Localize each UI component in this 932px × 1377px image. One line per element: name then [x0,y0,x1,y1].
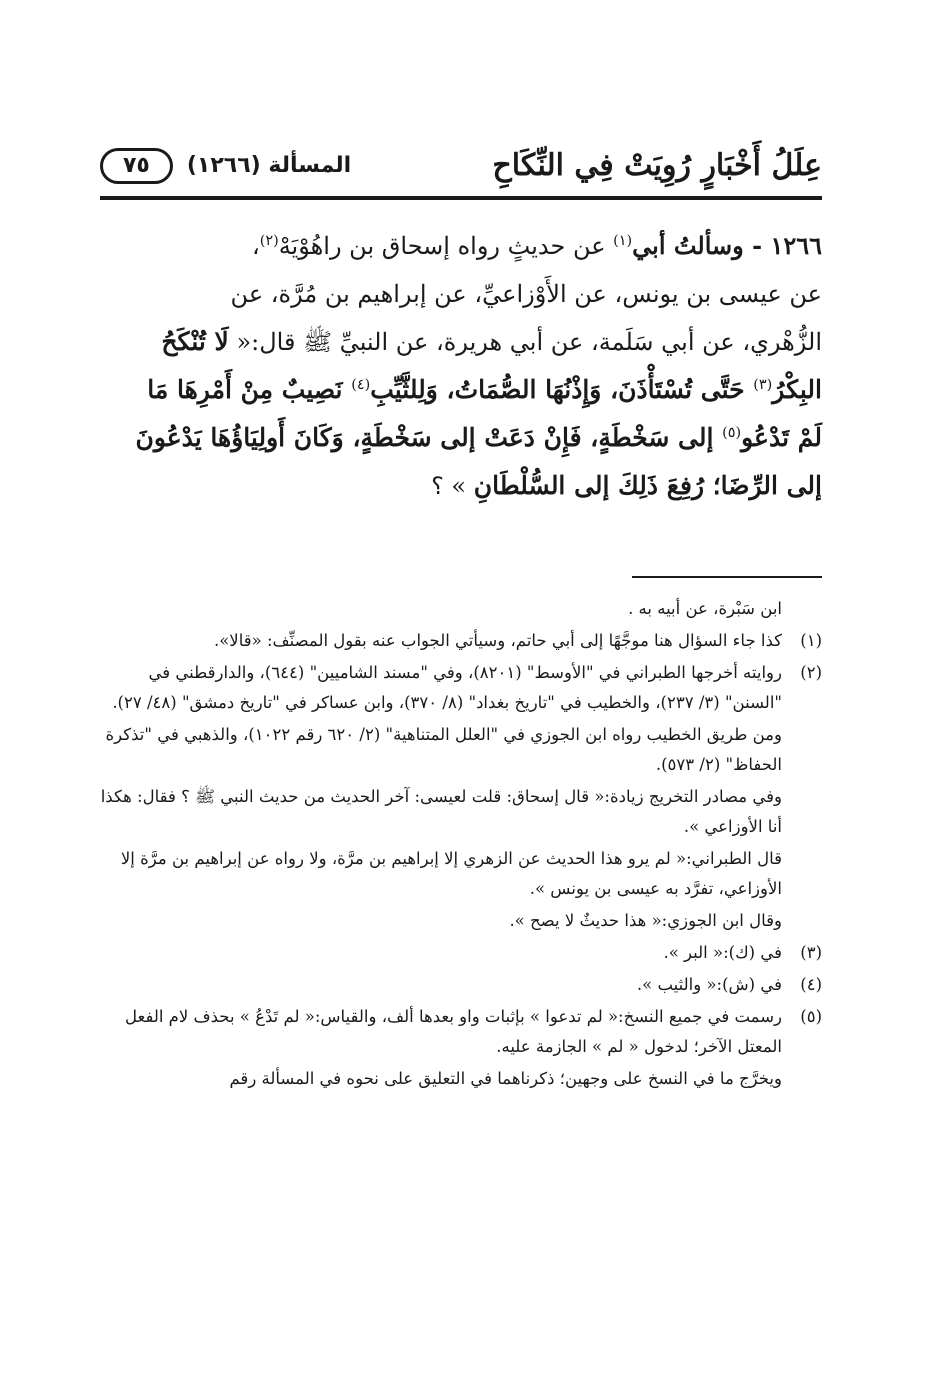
footnote-number: (٢) [800,662,822,682]
header-rule [100,196,822,200]
footnote [100,970,822,1002]
hadith-text: لَمْ تَدْعُو [741,423,822,452]
footnote [100,1002,822,1096]
footnote-ref: (٣) [753,377,773,393]
footnote-paragraph: وقال ابن الجوزي:« هذا حديثٌ لا يصح ». [509,910,782,930]
text-line [100,222,822,270]
text-segment: » ؟ [431,472,474,500]
footnote-paragraph: ابن سَبْرة، عن أبيه به . [628,598,782,618]
text-segment: ، [251,232,260,260]
footnote-separator [632,576,822,578]
footnote-paragraph: ومن طريق الخطيب رواه ابن الجوزي في "العلل المتناهية" (٢/ ٦٢٠ رقم ١٠٢٢)، والذهبي في "تذكرة الحفاظ" (٢/ ٥٧٣). [105,724,782,774]
header-issue-group [100,148,351,184]
issue-label: المسألة (١٢٦٦) [186,153,352,179]
book-page [100,140,822,1096]
text-segment: ١٢٦٦ - وسألتُ أبي [632,231,822,260]
text-line [100,462,822,510]
footnote-paragraph: قال الطبراني:« لم يرو هذا الحديث عن الزهري إلا إبراهيم بن مرَّة، ولا رواه عن إبراهيم بن مرَّة إلا الأوزاعي، تفرَّد به عيسى بن يونس ». [120,848,782,898]
footnote-paragraph: وفي مصادر التخريج زيادة:« قال إسحاق: قلت لعيسى: آخر الحديث من حديث النبي ﷺ ؟ فقال: هكذا أنا الأوزاعي ». [100,786,782,836]
footnote [100,938,822,970]
footnote-paragraph: في (ش):« والثيب ». [636,974,782,994]
footnote-body [100,970,782,1002]
text-line [100,270,822,318]
footnotes [100,594,822,1096]
hadith-text: البِكْرُ [772,375,822,404]
footnote-paragraph: رسمت في جميع النسخ:« لم تدعوا » بإثبات واو بعدها ألف، والقياس:« لم تَدْعُ » بحذف لام الفعل المعتل الآخر؛ لدخول « لم » الجازمة عليه. [125,1006,782,1056]
footnote-number: (٥) [800,1006,822,1026]
footnote-ref: (٢) [259,233,279,249]
footnote-ref: (٤) [351,377,371,393]
footnote-ref: (١) [613,233,633,249]
text-segment: عن عيسى بن يونس، عن الأَوْزاعيِّ، عن إبراهيم بن مُرَّة، عن [230,280,822,308]
text-segment: الزُّهْري، عن أبي سَلَمة، عن أبي هريرة، عن النبيِّ ﷺ قال:« [228,328,822,356]
footnote-ref: (٥) [722,425,742,441]
text-line [100,414,822,462]
hadith-text: إلى الرِّضَا؛ رُفِعَ ذَلِكَ إلى السُّلْطَانِ [473,471,822,500]
footnote-paragraph: ويخرَّج ما في النسخ على وجهين؛ ذكرناهما في التعليق على نحوه في المسألة رقم [229,1068,782,1088]
hadith-text: لَا تُنْكَحُ [161,327,229,356]
footnote-number: (٣) [800,942,822,962]
footnote-number: (١) [800,630,822,650]
text-line [100,366,822,414]
book-title: عِلَلُ أَخْبَارٍ رُوِيَتْ فِي النِّكَاحِ [492,148,822,183]
footnote [100,626,822,658]
footnote-body [100,1002,782,1096]
footnote-body [100,658,782,938]
page-number: ٧٥ [100,148,173,184]
main-text [100,222,822,510]
footnote [100,594,822,626]
text-line [100,318,822,366]
footnote-number: (٤) [800,974,822,994]
hadith-text: نَصِيبٌ مِنْ أَمْرِهَا مَا [147,375,352,404]
footnote [100,658,822,938]
text-segment: عن حديثٍ رواه إسحاق بن راهُوْيَهْ [278,232,614,260]
footnote-body [100,594,782,626]
footnote-body [100,938,782,970]
footnote-body [100,626,782,658]
running-header [100,140,822,192]
footnote-paragraph: في (ك):« البر ». [663,942,782,962]
footnote-paragraph: كذا جاء السؤال هنا موجَّهًا إلى أبي حاتم، وسيأتي الجواب عنه بقول المصنِّف: «قالا». [213,630,782,650]
hadith-text: إلى سَخْطَةٍ، فَإِنْ دَعَتْ إلى سَخْطَةٍ، وَكَانَ أَولِيَاؤُهَا يَدْعُونَ [135,423,723,452]
hadith-text: حَتَّى تُسْتَأْذَنَ، وَإِذْنُهَا الصُّمَاتُ، وَلِلثَّيِّبِ [370,375,754,404]
footnote-paragraph: روايته أخرجها الطبراني في "الأوسط" (٨٢٠١)، وفي "مسند الشاميين" (٦٤٤)، والدارقطني في "السنن" (٣/ ٢٣٧)، والخطيب في "تاريخ بغداد" (٨/ ٣٧٠)، وابن عساكر في "تاريخ دمشق" (٤٨/ ٢٧). [112,662,782,712]
